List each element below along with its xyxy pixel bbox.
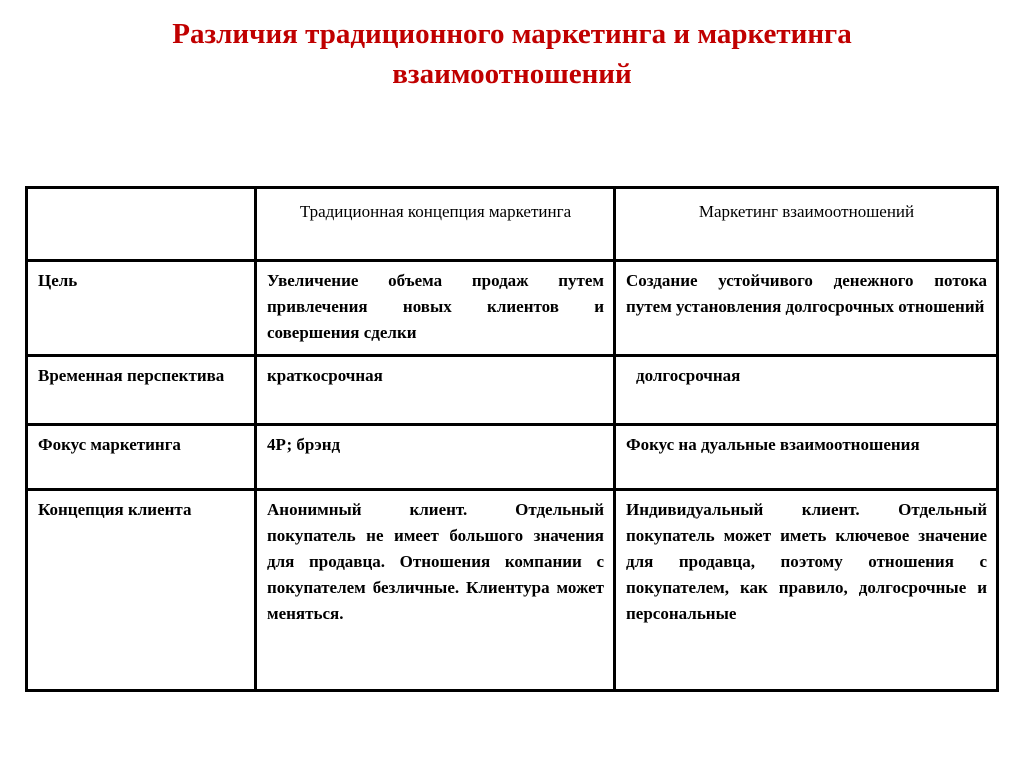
- row-label-goal: Цель: [27, 261, 256, 356]
- cell-relationship-client-concept: Индивидуальный клиент. Отдельный покупатель может иметь ключевое значение для продавца, поэтому отношения с покупателем, как правило, долгосрочные и персональные: [615, 490, 998, 691]
- table-row: [27, 490, 998, 691]
- cell-traditional-time-perspective: краткосрочная: [256, 356, 615, 425]
- cell-traditional-client-concept: Анонимный клиент. Отдельный покупатель не имеет большого значения для продавца. Отношения компании с покупателем безличные. Клиентура может меняться.: [256, 490, 615, 691]
- row-label-marketing-focus: Фокус маркетинга: [27, 425, 256, 490]
- cell-traditional-marketing-focus: 4Р; брэнд: [256, 425, 615, 490]
- header-corner-cell: [27, 188, 256, 261]
- cell-relationship-marketing-focus: Фокус на дуальные взаимоотношения: [615, 425, 998, 490]
- cell-relationship-time-perspective: долгосрочная: [615, 356, 998, 425]
- comparison-table: [25, 186, 999, 692]
- row-label-time-perspective: Временная перспектива: [27, 356, 256, 425]
- row-label-client-concept: Концепция клиента: [27, 490, 256, 691]
- slide-title-line-2: взаимоотношений: [392, 58, 632, 90]
- cell-relationship-goal: Создание устойчивого денежного потока путем установления долгосрочных отношений: [615, 261, 998, 356]
- header-traditional: Традиционная концепция маркетинга: [256, 188, 615, 261]
- cell-traditional-goal: Увеличение объема продаж путем привлечения новых клиентов и совершения сделки: [256, 261, 615, 356]
- table-header-row: [27, 188, 998, 261]
- slide-title-line-1: Различия традиционного маркетинга и маркетинга: [172, 18, 852, 50]
- table-row: [27, 261, 998, 356]
- table-row: [27, 425, 998, 490]
- slide-title: [0, 14, 1024, 94]
- table-row: [27, 356, 998, 425]
- header-relationship: Маркетинг взаимоотношений: [615, 188, 998, 261]
